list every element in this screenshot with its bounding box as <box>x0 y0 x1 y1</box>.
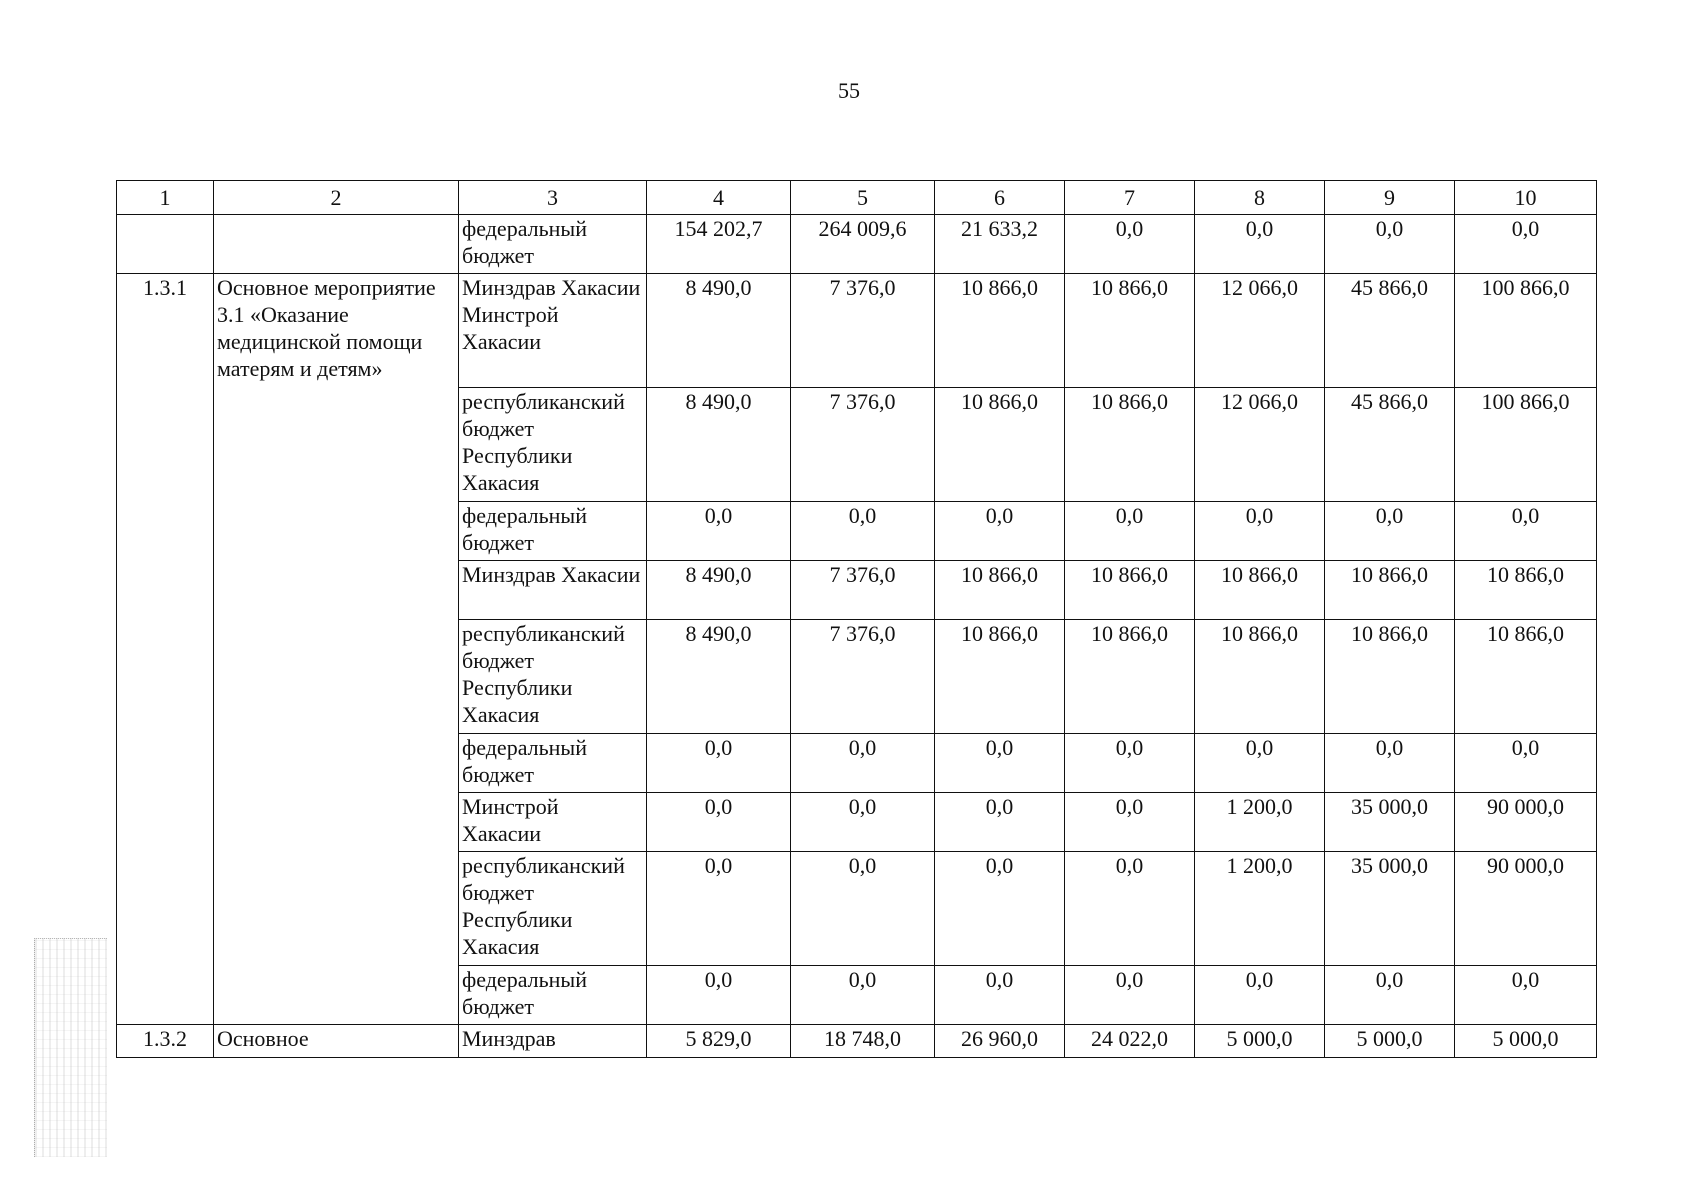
value-cell: 18 748,0 <box>791 1025 935 1058</box>
header-cell: 7 <box>1065 181 1195 215</box>
value-cell: 7 376,0 <box>791 388 935 502</box>
value-cell: 0,0 <box>1065 215 1195 274</box>
value-cell: 24 022,0 <box>1065 1025 1195 1058</box>
value-cell: 10 866,0 <box>1325 561 1455 620</box>
table-row <box>117 215 1597 274</box>
value-cell: 0,0 <box>935 966 1065 1025</box>
value-cell: 1 200,0 <box>1195 793 1325 852</box>
value-cell: 0,0 <box>1325 966 1455 1025</box>
value-cell: 5 000,0 <box>1325 1025 1455 1058</box>
value-cell: 8 490,0 <box>647 620 791 734</box>
budget-table <box>116 180 1597 1058</box>
table-body <box>117 215 1597 1058</box>
header-cell: 10 <box>1455 181 1597 215</box>
value-cell: 0,0 <box>1195 966 1325 1025</box>
header-row <box>117 181 1597 215</box>
header-cell: 3 <box>459 181 647 215</box>
value-cell: 10 866,0 <box>1065 620 1195 734</box>
value-cell: 0,0 <box>647 734 791 793</box>
value-cell: 0,0 <box>1455 734 1597 793</box>
funding-source-cell: Минстрой Хакасии <box>459 793 647 852</box>
header-cell: 8 <box>1195 181 1325 215</box>
row-name-cell <box>214 215 459 274</box>
value-cell: 35 000,0 <box>1325 793 1455 852</box>
value-cell: 12 066,0 <box>1195 388 1325 502</box>
value-cell: 0,0 <box>1065 852 1195 966</box>
value-cell: 10 866,0 <box>1455 620 1597 734</box>
value-cell: 100 866,0 <box>1455 388 1597 502</box>
value-cell: 0,0 <box>647 966 791 1025</box>
value-cell: 10 866,0 <box>935 388 1065 502</box>
value-cell: 0,0 <box>1325 734 1455 793</box>
header-cell: 1 <box>117 181 214 215</box>
value-cell: 0,0 <box>791 502 935 561</box>
value-cell: 0,0 <box>935 502 1065 561</box>
header-cell: 6 <box>935 181 1065 215</box>
value-cell: 5 000,0 <box>1455 1025 1597 1058</box>
value-cell: 45 866,0 <box>1325 388 1455 502</box>
value-cell: 1 200,0 <box>1195 852 1325 966</box>
funding-source-cell: республиканский бюджет Республики Хакасия <box>459 388 647 502</box>
value-cell: 0,0 <box>791 734 935 793</box>
value-cell: 8 490,0 <box>647 561 791 620</box>
header-cell: 2 <box>214 181 459 215</box>
funding-source-cell: федеральный бюджет <box>459 734 647 793</box>
funding-source-cell: Минздрав Хакасии Минстрой Хакасии <box>459 274 647 388</box>
value-cell: 10 866,0 <box>1325 620 1455 734</box>
value-cell: 0,0 <box>935 734 1065 793</box>
value-cell: 100 866,0 <box>1455 274 1597 388</box>
value-cell: 0,0 <box>1455 966 1597 1025</box>
value-cell: 0,0 <box>791 852 935 966</box>
value-cell: 7 376,0 <box>791 561 935 620</box>
value-cell: 264 009,6 <box>791 215 935 274</box>
value-cell: 10 866,0 <box>1195 620 1325 734</box>
value-cell: 0,0 <box>647 793 791 852</box>
value-cell: 0,0 <box>647 502 791 561</box>
value-cell: 90 000,0 <box>1455 793 1597 852</box>
value-cell: 10 866,0 <box>1065 561 1195 620</box>
value-cell: 10 866,0 <box>1065 388 1195 502</box>
value-cell: 0,0 <box>1195 215 1325 274</box>
value-cell: 0,0 <box>1325 215 1455 274</box>
header-cell: 9 <box>1325 181 1455 215</box>
value-cell: 0,0 <box>1065 502 1195 561</box>
value-cell: 154 202,7 <box>647 215 791 274</box>
funding-source-cell: республиканский бюджет Республики Хакасия <box>459 852 647 966</box>
value-cell: 10 866,0 <box>1455 561 1597 620</box>
value-cell: 0,0 <box>935 793 1065 852</box>
value-cell: 0,0 <box>935 852 1065 966</box>
value-cell: 8 490,0 <box>647 274 791 388</box>
value-cell: 10 866,0 <box>1195 561 1325 620</box>
value-cell: 0,0 <box>1455 215 1597 274</box>
table-row <box>117 1025 1597 1058</box>
value-cell: 10 866,0 <box>935 561 1065 620</box>
funding-source-cell: федеральный бюджет <box>459 215 647 274</box>
value-cell: 7 376,0 <box>791 620 935 734</box>
table-header <box>117 181 1597 215</box>
value-cell: 8 490,0 <box>647 388 791 502</box>
header-cell: 5 <box>791 181 935 215</box>
value-cell: 10 866,0 <box>1065 274 1195 388</box>
funding-source-cell: республиканский бюджет Республики Хакасия <box>459 620 647 734</box>
header-cell: 4 <box>647 181 791 215</box>
funding-source-cell: Минздрав Хакасии <box>459 561 647 620</box>
value-cell: 90 000,0 <box>1455 852 1597 966</box>
value-cell: 21 633,2 <box>935 215 1065 274</box>
value-cell: 12 066,0 <box>1195 274 1325 388</box>
activity-name-cell: Основное <box>214 1025 459 1058</box>
value-cell: 5 000,0 <box>1195 1025 1325 1058</box>
activity-name-cell: Основное мероприятие 3.1 «Оказание медицинской помощи матерям и детям» <box>214 274 459 1025</box>
funding-source-cell: федеральный бюджет <box>459 502 647 561</box>
table-row <box>117 274 1597 388</box>
page-number: 55 <box>838 78 860 103</box>
value-cell: 0,0 <box>1195 502 1325 561</box>
value-cell: 10 866,0 <box>935 274 1065 388</box>
value-cell: 0,0 <box>1325 502 1455 561</box>
value-cell: 45 866,0 <box>1325 274 1455 388</box>
value-cell: 0,0 <box>1195 734 1325 793</box>
value-cell: 0,0 <box>1455 502 1597 561</box>
funding-source-cell: Минздрав <box>459 1025 647 1058</box>
value-cell: 0,0 <box>1065 793 1195 852</box>
funding-source-cell: федеральный бюджет <box>459 966 647 1025</box>
value-cell: 0,0 <box>791 966 935 1025</box>
value-cell: 26 960,0 <box>935 1025 1065 1058</box>
value-cell: 7 376,0 <box>791 274 935 388</box>
value-cell: 10 866,0 <box>935 620 1065 734</box>
value-cell: 35 000,0 <box>1325 852 1455 966</box>
row-code-cell: 1.3.1 <box>117 274 214 1025</box>
value-cell: 0,0 <box>1065 966 1195 1025</box>
value-cell: 0,0 <box>647 852 791 966</box>
row-code-cell: 1.3.2 <box>117 1025 214 1058</box>
row-code-cell <box>117 215 214 274</box>
value-cell: 0,0 <box>1065 734 1195 793</box>
stamp-mark <box>34 938 107 1157</box>
value-cell: 0,0 <box>791 793 935 852</box>
value-cell: 5 829,0 <box>647 1025 791 1058</box>
